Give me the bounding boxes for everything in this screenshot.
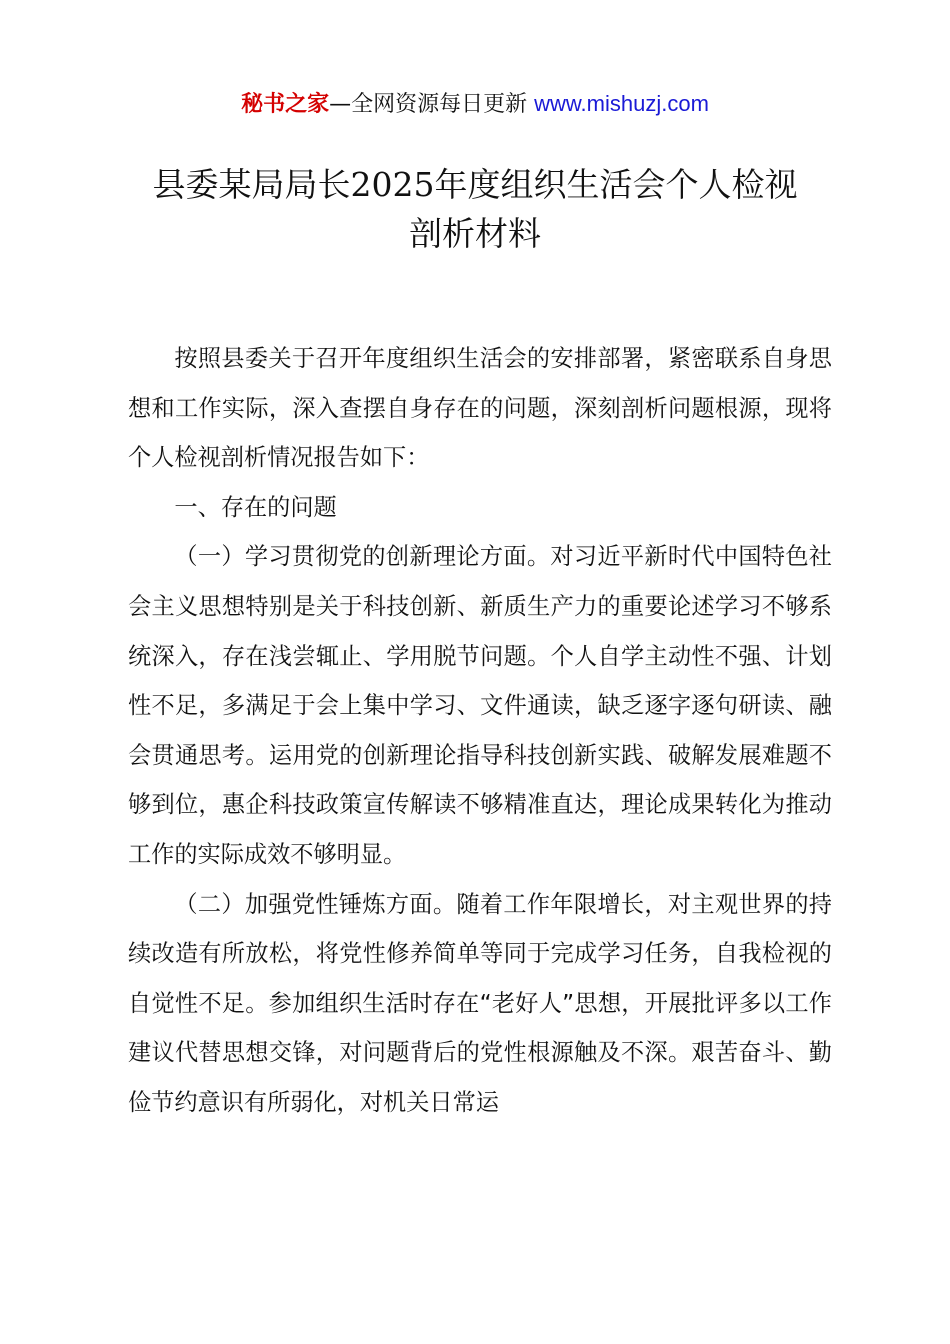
title-line-1: 县委某局局长2025年度组织生活会个人检视 <box>152 165 798 204</box>
site-url-link[interactable]: www.mishuzj.com <box>534 91 709 116</box>
section-heading: 一、存在的问题 <box>174 493 337 521</box>
intro-paragraph: 按照县委关于召开年度组织生活会的安排部署，紧密联系自身思想和工作实际，深入查摆自身存在的问题，深刻剖析问题根源，现将个人检视剖析情况报告如下： <box>128 345 832 472</box>
brand-name: 秘书之家 <box>241 92 330 117</box>
body-paragraph: （二）加强党性锤炼方面。随着工作年限增长，对主观世界的持续改造有所放松，将党性修养简单等同于完成学习任务，自我检视的自觉性不足。参加组织生活时存在“老好人”思想，开展批评多以工作建议代替思想交锋，对问题背后的党性根源触及不深。艰苦奋斗、勤俭节约意识有所弱化，对机关日常运 <box>128 890 832 1116</box>
site-banner <box>0 88 950 121</box>
document-body <box>128 334 832 1128</box>
body-paragraph: （一）学习贯彻党的创新理论方面。对习近平新时代中国特色社会主义思想特别是关于科技创新、新质生产力的重要论述学习不够系统深入，存在浅尝辄止、学用脱节问题。个人自学主动性不强、计划性不足，多满足于会上集中学习、文件通读，缺乏逐字逐句研读、融会贯通思考。运用党的创新理论指导科技创新实践、破解发展难题不够到位，惠企科技政策宣传解读不够精准直达，理论成果转化为推动工作的实际成效不够明显。 <box>128 543 832 868</box>
title-line-2: 剖析材料 <box>409 214 541 253</box>
banner-tagline: —全网资源每日更新 <box>329 92 535 117</box>
document-title <box>100 160 850 258</box>
